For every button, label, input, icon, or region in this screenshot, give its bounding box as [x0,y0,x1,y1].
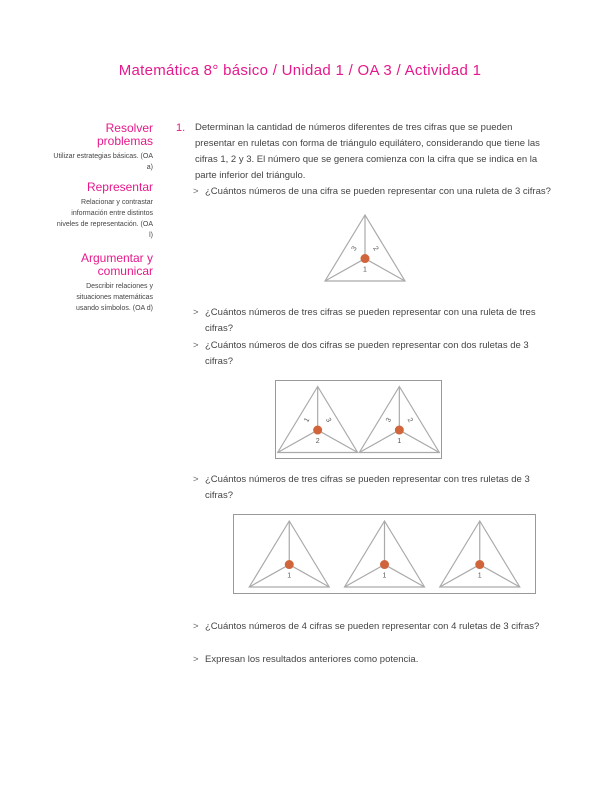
question-2 [193,305,555,337]
figure-three-roulettes [233,514,536,594]
digit-label: 3 [323,416,332,424]
question-text: ¿Cuántos números de 4 cifras se pueden representar con 4 ruletas de 3 cifras? [205,621,540,632]
spoke-line [440,565,480,587]
pivot-dot [475,560,484,569]
spoke-line [359,430,402,452]
spoke-line [345,565,385,587]
roulette-triangle [249,521,329,587]
roulette-triangle [345,521,425,587]
pivot-dot [380,560,389,569]
digit-label: 2 [371,245,380,253]
question-text: ¿Cuántos números de tres cifras se pueden representar con tres ruletas de 3 cifras? [205,474,530,501]
question-1 [193,184,555,200]
skill-description: Relacionar y contrastar información entre distintos niveles de representación. (OA l) [56,199,153,239]
question-6 [193,652,555,668]
pivot-dot [361,254,370,263]
spoke-line [477,565,520,587]
skill-resolver [53,122,153,173]
page-title: Matemática 8° básico / Unidad 1 / OA 3 / Actividad 1 [118,62,482,79]
skill-description: Describir relaciones y situaciones matemáticas usando símbolos. (OA d) [75,283,153,312]
skill-heading: Resolver problemas [96,121,153,148]
figure-one-roulette [322,210,408,286]
digit-label: 1 [303,416,312,424]
spoke-line [399,430,439,452]
chevron-right-icon: > [193,654,199,665]
question-4 [193,472,555,504]
question-text: Expresan los resultados anteriores como potencia. [205,654,419,665]
skill-description: Utilizar estrategias básicas. (OA a) [53,153,153,171]
digit-label: 2 [405,416,414,424]
skill-representar [53,181,153,241]
roulette-triangle [359,387,439,453]
digit-label: 1 [363,266,367,274]
digit-label: 2 [315,438,320,446]
roulette-triangle [278,387,358,453]
spoke-line [278,430,318,452]
activity-statement: Determinan la cantidad de números diferentes de tres cifras que se pueden presentar en ruletas con forma de triángulo equilátero, considerando que tiene las cifras 1, 2 y 3. El número que se genera comienza con la cifra que se indica en la parte inferior del triángulo. [195,122,540,181]
figure-svg [322,210,408,286]
pivot-dot [395,426,404,435]
spoke-line [382,565,425,587]
figure-svg [234,515,535,593]
spoke-line [249,565,292,587]
pivot-dot [285,560,294,569]
question-5 [193,619,555,635]
chevron-right-icon: > [193,621,199,632]
spoke-line [325,259,365,281]
digit-label: 3 [385,416,394,424]
digit-label: 1 [382,572,387,580]
chevron-right-icon: > [193,474,199,485]
digit-label: 3 [350,245,359,253]
question-text: ¿Cuántos números de una cifra se pueden representar con una ruleta de 3 cifras? [205,186,551,197]
spoke-line [315,430,358,452]
chevron-right-icon: > [193,340,199,351]
skill-heading: Representar [86,180,153,194]
digit-label: 1 [397,438,402,446]
question-text: ¿Cuántos números de dos cifras se pueden representar con dos ruletas de 3 cifras? [205,340,529,367]
digit-label: 1 [477,572,482,580]
chevron-right-icon: > [193,307,199,318]
activity-number: 1. [176,122,186,134]
question-3 [193,338,555,370]
pivot-dot [313,426,322,435]
skill-argumentar [53,252,153,314]
skill-heading: Argumentar y comunicar [80,251,153,278]
roulette-triangle [325,215,405,281]
question-text: ¿Cuántos números de tres cifras se pueden representar con una ruleta de tres cifras? [205,307,536,334]
spoke-line [365,259,405,281]
figure-svg [276,381,441,458]
chevron-right-icon: > [193,186,199,197]
digit-label: 1 [287,572,292,580]
figure-two-roulettes [275,380,442,459]
roulette-triangle [440,521,520,587]
spoke-line [289,565,329,587]
